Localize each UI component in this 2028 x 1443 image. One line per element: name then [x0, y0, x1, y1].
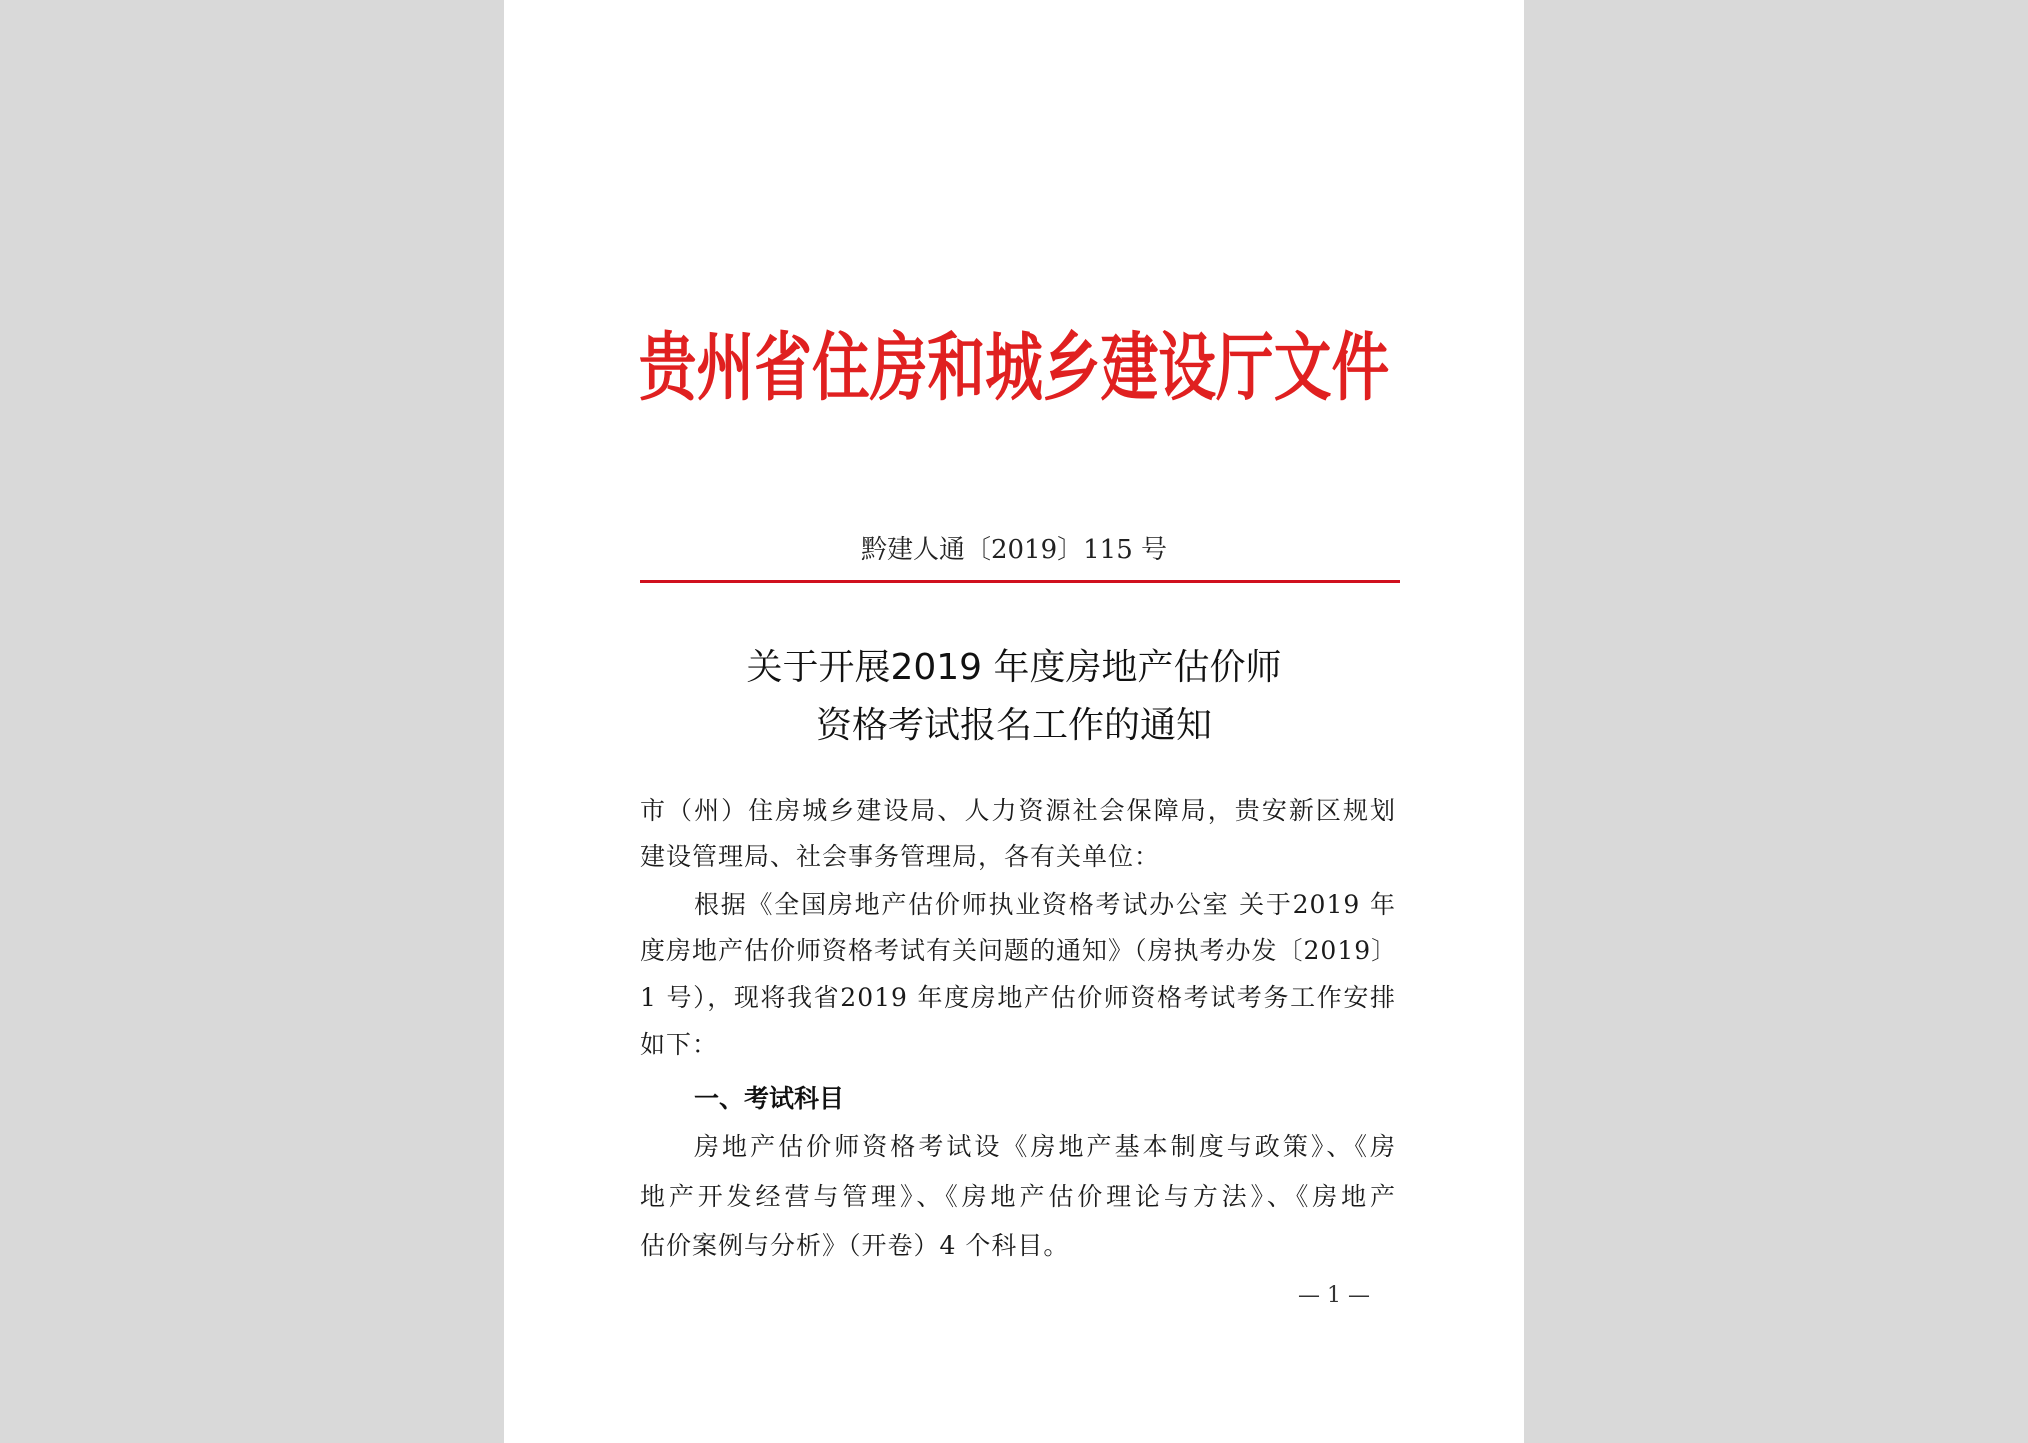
notice-title-line-2: 资格考试报名工作的通知 [815, 705, 1212, 746]
page-number: — 1 — [1298, 1283, 1370, 1308]
document-page [504, 0, 1524, 1443]
red-divider-line [640, 580, 1400, 583]
body-line-paragraph-3: 1 号），现将我省2019 年度房地产估价师资格考试考务工作安排 [640, 983, 1396, 1012]
document-number: 黔建人通〔2019〕115 号 [860, 535, 1168, 565]
masthead-title: 贵州省住房和城乡建设厅文件 [638, 325, 1390, 411]
body-line-section1-3: 估价案例与分析》（开卷）4 个科目。 [640, 1231, 1070, 1260]
body-line-paragraph-1: 根据《全国房地产估价师执业资格考试办公室 关于2019 年 [694, 890, 1396, 919]
body-line-paragraph-4: 如下： [640, 1030, 719, 1059]
notice-title-line-1: 关于开展2019 年度房地产估价师 [746, 647, 1282, 688]
body-line-paragraph-2: 度房地产估价师资格考试有关问题的通知》（房执考办发〔2019〕 [640, 936, 1398, 965]
body-line-section1-1: 房地产估价师资格考试设《房地产基本制度与政策》、《房 [694, 1132, 1396, 1161]
section-heading-exam-subjects: 一、考试科目 [694, 1084, 845, 1113]
body-line-addressee-2: 建设管理局、社会事务管理局，各有关单位： [640, 842, 1161, 871]
body-line-addressee-1: 市（州）住房城乡建设局、人力资源社会保障局，贵安新区规划 [640, 796, 1396, 825]
body-line-section1-2: 地产开发经营与管理》、《房地产估价理论与方法》、《房地产 [640, 1182, 1396, 1211]
